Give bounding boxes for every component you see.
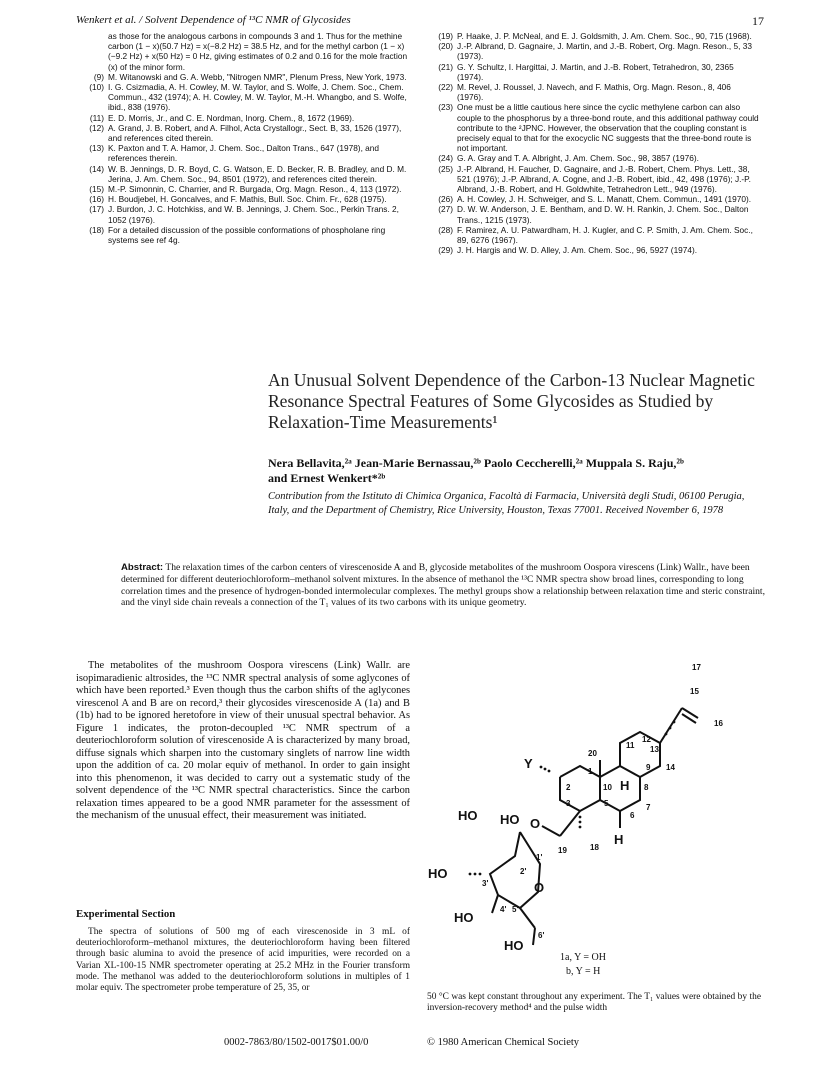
reference-item: (27) D. W. W. Anderson, J. E. Bentham, and D. W. H. Rankin, J. Chem. Soc., Dalton Trans., 1215 (1973). — [438, 204, 749, 225]
abstract — [121, 562, 775, 609]
reference-item: (29) J. H. Hargis and W. D. Alley, J. Am. Chem. Soc., 96, 5927 (1974). — [438, 245, 698, 256]
compound-legend-1a: 1a, Y = OH — [560, 952, 607, 963]
reference-item: (13) K. Paxton and T. A. Hamor, J. Chem. Soc., Dalton Trans., 647 (1978), and references therein. — [89, 143, 380, 164]
carbon-label: 1 — [588, 767, 593, 776]
reference-item: (28) F. Ramirez, A. U. Patwardham, H. J. Kugler, and C. P. Smith, J. Am. Chem. Soc., 89, 6276 (1967). — [438, 224, 753, 246]
page-number: 17 — [752, 14, 764, 28]
carbon-label: 4' — [500, 905, 507, 914]
carbon-label: 3' — [482, 879, 489, 888]
carbon-label: 15 — [690, 687, 699, 696]
carbon-label: 5' — [512, 905, 519, 914]
hydroxyl-label: HO — [458, 808, 478, 823]
abstract-label: Abstract: — [121, 562, 164, 573]
reference-item: (18) For a detailed discussion of the possible conformations of phospholane ring systems see ref 4g. — [89, 224, 386, 246]
hydroxyl-label: HO — [500, 812, 520, 827]
carbon-label: 7 — [646, 803, 651, 812]
reference-item: (24) G. A. Gray and T. A. Albright, J. Am. Chem. Soc., 98, 3857 (1976). — [438, 153, 699, 164]
carbon-label: 6' — [538, 931, 545, 940]
substituent-y: Y — [524, 756, 533, 771]
reference-item: (22) M. Revel, J. Roussel, J. Navech, and F. Mathis, Org. Magn. Reson., 8, 406 (1976). — [438, 82, 731, 103]
affiliation — [268, 490, 768, 517]
carbon-label: 12 — [642, 735, 651, 744]
carbon-label: 9 — [646, 763, 651, 772]
reference-item: (11) E. D. Morris, Jr., and C. E. Nordman, Inorg. Chem., 8, 1672 (1969). — [89, 112, 355, 123]
carbon-label: 13 — [650, 745, 659, 754]
carbon-label: 17 — [692, 663, 701, 672]
right-column-text: 50 °C was kept constant throughout any experiment. The T₁ values were obtained by the inversion-recovery method⁴ and the pulse width — [427, 992, 761, 1014]
compound-legend-1b: b, Y = H — [566, 966, 601, 977]
section-heading: Experimental Section — [76, 908, 176, 920]
carbon-label: 5 — [604, 799, 609, 808]
carbon-label: 20 — [588, 749, 597, 758]
carbon-label: 3 — [566, 799, 571, 808]
affiliation-text: Contribution from the Istituto di Chimica Organica, Facoltà di Farmacia, Università degli Studi, 06100 Perugia, Italy, and the Department of Chemistry, Rice University, Houston, Texas 77001. — [268, 491, 745, 516]
reference-item: (20) J.-P. Albrand, D. Gagnaire, J. Martin, and J.-B. Robert, Org. Magn. Reson., 5, 33 (1973). — [438, 41, 752, 62]
carbon-label: 19 — [558, 846, 567, 855]
reference-item: (9) M. Witanowski and G. A. Webb, "Nitrogen NMR", Plenum Press, New York, 1973. — [93, 71, 407, 82]
reference-item: (25) J.-P. Albrand, H. Faucher, D. Gagnaire, and J.-B. Robert, Chem. Phys. Lett., 38, 521 (1976); J.-P. Albrand, A. Cogne, and J.-B. Robert, ibid., 42, 498 (1976); J.-P. Albrand, J.-B. Robert, and H. Goldwhite, Tetrahedron Lett., 949 (1976). — [438, 163, 751, 195]
hydroxyl-label: HO — [454, 910, 474, 925]
footer-code: 0002-7863/80/1502-0017$01.00/0 — [224, 1037, 369, 1048]
carbon-label: 11 — [626, 741, 635, 750]
authors-line: Nera Bellavita,²ᵃ Jean-Marie Bernassau,²ᵇ Paolo Ceccherelli,²ᵃ Muppala S. Raju,²ᵇ — [268, 456, 684, 470]
reference-item: (23) One must be a little cautious here since the cyclic methylene carbon can also couple to the phosphorus by a three-bond route, and this additional pathway could contribute to the ²JPNC. However, the observation that the coupling constant is precisely equal to that for the exocyclic NC suggests that the three-bond route is not important. — [438, 102, 759, 154]
carbon-label: 6 — [630, 811, 635, 820]
reference-item: (26) A. H. Cowley, J. H. Schweiger, and S. L. Manatt, Chem. Commun., 1491 (1970). — [438, 194, 752, 205]
running-title: Wenkert et al. / Solvent Dependence of ¹³C NMR of Glycosides — [76, 14, 351, 26]
hydroxyl-label: HO — [428, 866, 448, 881]
footer-copyright: © 1980 American Chemical Society — [427, 1037, 580, 1048]
chemical-structure-figure — [420, 660, 780, 980]
oxygen-label: O — [530, 816, 541, 831]
reference-item: (17) J. Burdon, J. C. Hotchkiss, and W. B. Jennings, J. Chem. Soc., Perkin Trans. 2, 1052 (1976). — [89, 204, 399, 225]
reference-item: (21) G. Y. Schultz, I. Hargittai, J. Martin, and J.-B. Robert, Tetrahedron, 30, 2365 (1974). — [438, 61, 734, 82]
oxygen-label: O — [534, 880, 545, 895]
hydrogen-label: H — [614, 832, 624, 847]
carbon-label: 14 — [666, 763, 675, 772]
reference-item: (14) W. B. Jennings, D. R. Boyd, C. G. Watson, E. D. Becker, R. B. Bradley, and D. M. Jerina, J. Am. Chem. Soc., 94, 8501 (1972), and references cited therein. — [89, 163, 407, 184]
experimental-paragraph: The spectra of solutions of 500 mg of each virescenoside in 3 mL of deuteriochloroform–methanol mixtures, the deuteriochloroform having been filtered through basic alumina to avoid the presence of acid impurities, were recorded on a Varian XL-100-15 NMR spectrometer operating at 25.2 MHz in the Fourier transform mode. The methanol was added to the deuteriochloroform solutions in multiples of 1 molar equiv. The spectrometer probe temperature of 25, 35, or — [76, 927, 410, 994]
carbon-label: 2 — [566, 783, 571, 792]
carbon-label: 1' — [536, 853, 543, 862]
references-left-column — [78, 31, 408, 245]
reference-item: (10) I. G. Csizmadia, A. H. Cowley, M. W. Taylor, and S. Wolfe, J. Chem. Soc., Chem. Commun., 432 (1974); A. H. Cowley, M. W. Taylor, M.-H. Whangbo, and S. Wolfe, ibid., 838 (1976). — [89, 82, 407, 113]
carbon-label: 2' — [520, 867, 527, 876]
reference-item: as those for the analogous carbons in compounds 3 and 1. Thus for the methine carbon (1 − x)(50.7 Hz) = x(−8.2 Hz) = 38.5 Hz, and for the methyl carbon (1 − x)(−9.2 Hz) + x(50 Hz) = 0 Hz, giving estimates of 0.2 and 0.16 for the mole fraction (x) of the minor form. — [108, 31, 408, 72]
reference-item: (12) A. Grand, J. B. Robert, and A. Filhol, Acta Crystallogr., Sect. B, 33, 1526 (1977), and references cited therein. — [89, 122, 402, 144]
article-title: An Unusual Solvent Dependence of the Carbon-13 Nuclear Magnetic Resonance Spectral Features of Some Glycosides as Studied by Relaxation-Time Measurements¹ — [268, 370, 755, 432]
received-date: Received November 6, 1978 — [605, 504, 724, 516]
abstract-text: The relaxation times of the carbon centers of virescenoside A and B, glycoside metabolites of the mushroom Oospora virescens (Link) Wallr., have been determined for different deuteriochloroform–methanol solvent mixtures. In the absence of methanol the ¹³C NMR spectra show broad lines, corresponding to long correlation times and the presence of hydrogen-bonded intermolecular complexes. The methyl groups show a relationship between relaxation time and steric constraint, and the vinyl side chain reveals a connection of the T₁ values of its two carbons with its unique geometry. — [121, 562, 765, 609]
hydroxyl-label: HO — [504, 938, 524, 953]
references-right-column — [427, 31, 759, 255]
author-list — [268, 456, 768, 486]
carbon-label: 18 — [590, 843, 599, 852]
structure-drawing — [420, 660, 780, 980]
carbon-label: 8 — [644, 783, 649, 792]
intro-column — [76, 660, 410, 823]
reference-item: (19) P. Haake, J. P. McNeal, and E. J. Goldsmith, J. Am. Chem. Soc., 90, 715 (1968). — [438, 31, 752, 41]
hydrogen-label: H — [620, 778, 630, 793]
intro-paragraph: The metabolites of the mushroom Oospora virescens (Link) Wallr. are isopimaradienic altrosides, the ¹³C NMR spectral analysis of some aglycones of which have been reported.³ Even though thus the carbon shifts of the aglycones virescenol A and B are on record,³ their glycosides virescenoside A (1a) and B (1b) had to be ignored heretofore in view of their unusual spectral behavior. As Figure 1 indicates, the proton-decoupled ¹³C NMR spectrum of a deuteriochloroform solution of virescenoside A is characterized by many broad, diffuse signals which sharpen into the customary singlets of narrow line width upon the addition of ca. 20 molar equiv of methanol. In order to gain insight into this phenomenon, it was decided to carry out a systematic study of the solvent dependence of the ¹³C NMR spectral characteristics. Since the carbon relaxation times appeared to be a good NMR parameter for the assessment of the mechanism of the unusual effect, their measurement was initiated. — [76, 660, 410, 821]
reference-item: (15) M.-P. Simonnin, C. Charrier, and R. Burgada, Org. Magn. Reson., 4, 113 (1972). — [89, 184, 402, 195]
authors-line: and Ernest Wenkert*²ᵇ — [268, 471, 386, 485]
carbon-label: 10 — [603, 783, 612, 792]
reference-item: (16) H. Boudjebel, H. Goncalves, and F. Mathis, Bull. Soc. Chim. Fr., 628 (1975). — [89, 194, 387, 205]
carbon-label: 16 — [714, 719, 723, 728]
